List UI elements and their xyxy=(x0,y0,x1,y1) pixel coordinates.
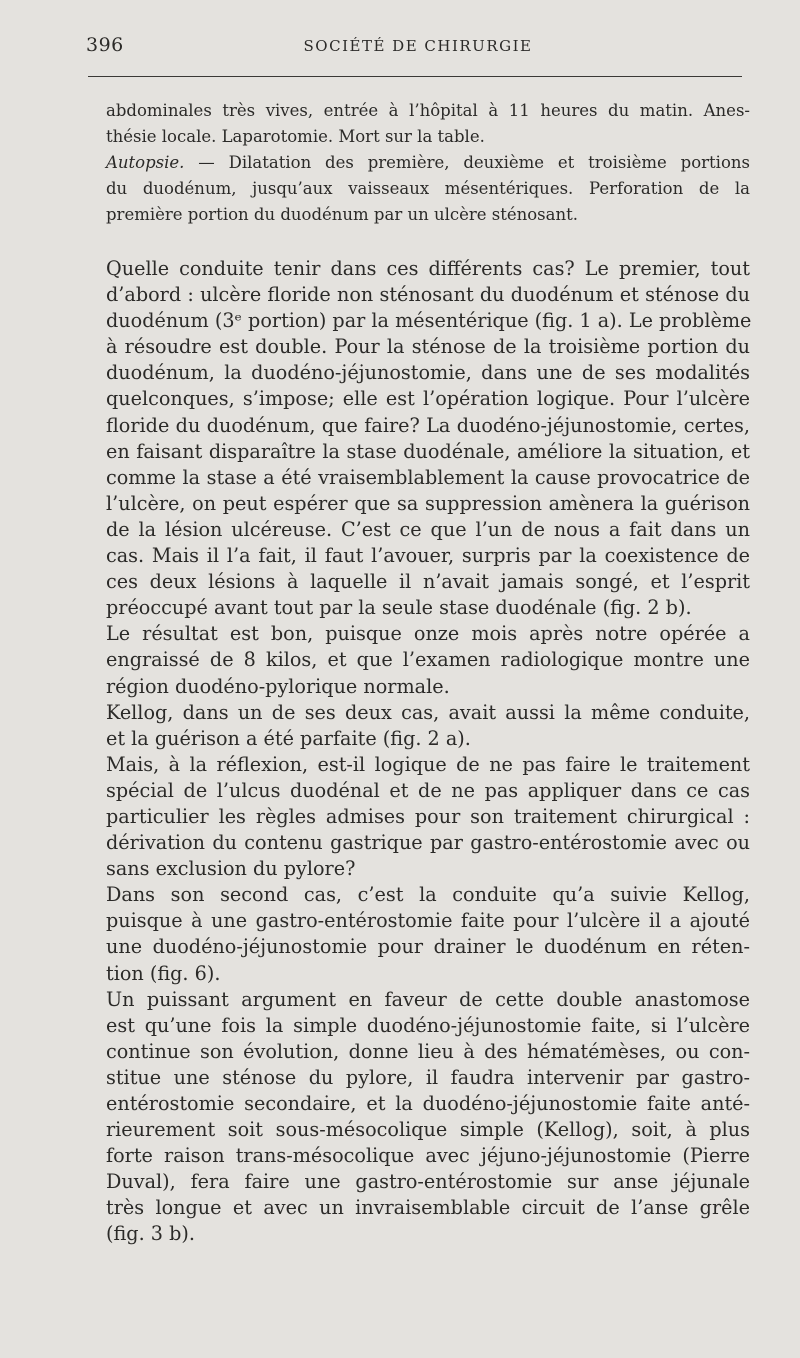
text-line xyxy=(106,150,750,176)
main-text xyxy=(106,256,750,1248)
text-line: forte raison trans-mésocolique avec jéjuno-jéjunostomie (Pierre xyxy=(106,1144,750,1168)
text-line: comme la stase a été vraisemblablement la cause provocatrice de xyxy=(106,465,750,489)
text-line: Mais, à la réflexion, est-il logique de ne pas faire le traitement xyxy=(106,752,750,776)
page-number: 396 xyxy=(86,34,124,56)
text-line: particulier les règles admises pour son traitement chirurgical : xyxy=(106,804,750,828)
text-line: quelconques, s’impose; elle est l’opération logique. Pour l’ulcère xyxy=(106,387,750,411)
text-line: Duval), fera faire une gastro-entérostomie sur anse jéjunale xyxy=(106,1170,750,1194)
text-line: du duodénum, jusqu’aux vaisseaux mésentériques. Perforation de la xyxy=(106,179,750,198)
text-line: (fig. 3 b). xyxy=(106,1222,195,1246)
text-line: d’abord : ulcère floride non sténosant du duodénum et sténose du xyxy=(106,283,750,307)
text-line: de la lésion ulcéreuse. C’est ce que l’un de nous a fait dans un xyxy=(106,517,750,541)
text-line: floride du duodénum, que faire? La duodéno-jéjunostomie, certes, xyxy=(106,413,750,437)
text-line: duodénum (3ᵉ portion) par la mésentérique (fig. 1 a). Le problème xyxy=(106,309,752,333)
text-line: et la guérison a été parfaite (fig. 2 a). xyxy=(106,726,471,750)
text-line: très longue et avec un invraisemblable circuit de l’anse grêle xyxy=(106,1196,750,1220)
text-line: est qu’une fois la simple duodéno-jéjunostomie faite, si l’ulcère xyxy=(106,1013,750,1037)
text-line: préoccupé avant tout par la seule stase duodénale (fig. 2 b). xyxy=(106,596,692,620)
text-line: ces deux lésions à laquelle il n’avait jamais songé, et l’esprit xyxy=(106,570,750,594)
text-line: sans exclusion du pylore? xyxy=(106,857,356,881)
text-line: cas. Mais il l’a fait, il faut l’avouer, surpris par la coexistence de xyxy=(106,544,750,568)
text-line: entérostomie secondaire, et la duodéno-jéjunostomie faite anté- xyxy=(106,1092,750,1115)
text-line: Kellog, dans un de ses deux cas, avait aussi la même conduite, xyxy=(106,700,750,724)
text-line: à résoudre est double. Pour la sténose de la troisième portion du xyxy=(106,335,750,359)
text-line: rieurement soit sous-mésocolique simple (Kellog), soit, à plus xyxy=(106,1118,750,1142)
text-line: une duodéno-jéjunostomie pour drainer le duodénum en réten- xyxy=(106,935,750,959)
text-line: stitue une sténose du pylore, il faudra intervenir par gastro- xyxy=(106,1065,750,1089)
text-line: engraissé de 8 kilos, et que l’examen radiologique montre une xyxy=(106,648,750,672)
text-line: première portion du duodénum par un ulcère sténosant. xyxy=(106,205,578,224)
autopsie-text: — Dilatation des première, deuxième et troisième portions xyxy=(198,153,750,172)
header-rule xyxy=(88,76,742,77)
text-line: dérivation du contenu gastrique par gastro-entérostomie avec ou xyxy=(106,831,750,855)
text-line: Le résultat est bon, puisque onze mois après notre opérée a xyxy=(106,622,750,646)
text-line: thésie locale. Laparotomie. Mort sur la table. xyxy=(106,127,485,146)
text-line: abdominales très vives, entrée à l’hôpital à 11 heures du matin. Anes- xyxy=(106,101,750,120)
text-line: tion (fig. 6). xyxy=(106,961,221,985)
text-line: spécial de l’ulcus duodénal et de ne pas appliquer dans ce cas xyxy=(106,778,750,802)
text-line: Quelle conduite tenir dans ces différents cas? Le premier, tout xyxy=(106,257,750,280)
page-header xyxy=(86,34,750,60)
text-line: Un puissant argument en faveur de cette double anastomose xyxy=(106,987,750,1011)
text-line: l’ulcère, on peut espérer que sa suppression amènera la guérison xyxy=(106,491,750,515)
text-line: puisque à une gastro-entérostomie faite pour l’ulcère il a ajouté xyxy=(106,909,750,933)
text-line: duodénum, la duodéno-jéjunostomie, dans une de ses modalités xyxy=(106,361,750,385)
running-head: SOCIÉTÉ DE CHIRURGIE xyxy=(303,37,533,55)
text-line: en faisant disparaître la stase duodénale, améliore la situation, et xyxy=(106,439,750,463)
observation-paragraph xyxy=(106,98,750,228)
autopsie-label: Autopsie. xyxy=(106,153,185,172)
text-line: Dans son second cas, c’est la conduite qu’a suivie Kellog, xyxy=(106,883,750,907)
text-line: continue son évolution, donne lieu à des hématémèses, ou con- xyxy=(106,1039,750,1063)
text-line: région duodéno-pylorique normale. xyxy=(106,674,450,698)
